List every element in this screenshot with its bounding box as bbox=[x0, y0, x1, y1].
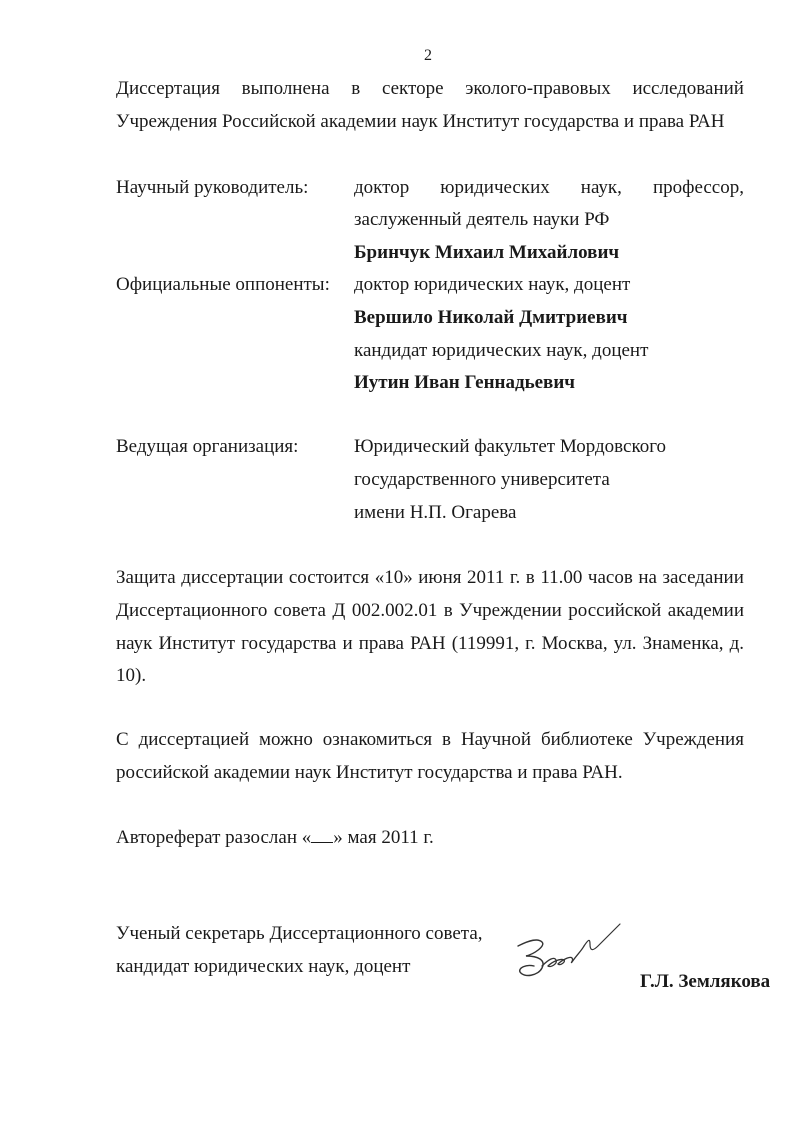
defense-word: Институт bbox=[158, 633, 236, 654]
defense-word: заседании bbox=[662, 567, 744, 588]
defense-word: состоится bbox=[288, 567, 370, 588]
library-line-1 bbox=[116, 730, 744, 749]
defense-word: Учреждении bbox=[459, 600, 562, 621]
library-word: С bbox=[116, 729, 129, 750]
supervisor-title-word: доктор bbox=[354, 177, 410, 198]
signature-image bbox=[512, 916, 622, 988]
library-word: Научной bbox=[460, 729, 532, 750]
supervisor-title-line-1 bbox=[354, 178, 744, 197]
intro-word: выполнена bbox=[241, 78, 330, 99]
lead-org-line-1: Юридический факультет Мордовского bbox=[354, 436, 667, 457]
mailing-suffix: » мая 2011 г. bbox=[333, 827, 434, 848]
supervisor-title-line-2: заслуженный деятель науки РФ bbox=[354, 209, 610, 230]
page-number: 2 bbox=[424, 47, 432, 64]
defense-word: и bbox=[342, 633, 353, 654]
defense-word: Д bbox=[332, 600, 346, 621]
defense-line-1 bbox=[116, 568, 744, 587]
library-word: можно bbox=[259, 729, 313, 750]
defense-word: Защита bbox=[116, 567, 176, 588]
defense-word: часов bbox=[587, 567, 633, 588]
defense-line-3 bbox=[116, 634, 744, 653]
supervisor-label: Научный руководитель: bbox=[116, 177, 309, 198]
library-word: библиотеке bbox=[540, 729, 633, 750]
intro-word: исследований bbox=[632, 78, 744, 99]
library-word: диссертацией bbox=[138, 729, 250, 750]
library-word: Учреждения bbox=[642, 729, 744, 750]
defense-word: государства bbox=[241, 633, 337, 654]
defense-word: «10» bbox=[374, 567, 413, 588]
defense-word: г. bbox=[525, 633, 536, 654]
opponent-2-title: кандидат юридических наук, доцент bbox=[354, 340, 649, 361]
defense-word: Москва, bbox=[541, 633, 608, 654]
defense-word: на bbox=[638, 567, 657, 588]
intro-line-1 bbox=[116, 79, 744, 98]
lead-org-label: Ведущая организация: bbox=[116, 436, 299, 457]
defense-word: права bbox=[358, 633, 404, 654]
mailing-date-blank bbox=[311, 827, 333, 843]
defense-word: Знаменка, bbox=[642, 633, 724, 654]
defense-word: г. bbox=[509, 567, 521, 588]
defense-word: 2011 bbox=[467, 567, 505, 588]
defense-word: в bbox=[443, 600, 453, 621]
supervisor-title-word: наук, bbox=[580, 177, 622, 198]
defense-word: 11.00 bbox=[540, 567, 583, 588]
defense-word: в bbox=[525, 567, 535, 588]
defense-word: 002.002.01 bbox=[351, 600, 438, 621]
intro-word: секторе bbox=[381, 78, 444, 99]
defense-word: диссертации bbox=[181, 567, 284, 588]
opponent-1-title: доктор юридических наук, доцент bbox=[354, 274, 631, 295]
intro-word: в bbox=[351, 78, 361, 99]
opponents-label: Официальные оппоненты: bbox=[116, 274, 330, 295]
intro-word: эколого-правовых bbox=[465, 78, 611, 99]
library-word: ознакомиться bbox=[322, 729, 433, 750]
defense-line-4: 10). bbox=[116, 665, 147, 686]
defense-word: академии bbox=[667, 600, 744, 621]
lead-org-line-3: имени Н.П. Огарева bbox=[354, 502, 517, 523]
defense-line-2 bbox=[116, 601, 744, 620]
defense-word: д. bbox=[729, 633, 744, 654]
intro-line-2: Учреждения Российской академии наук Институт государства и права РАН bbox=[116, 111, 725, 132]
defense-word: Диссертационного bbox=[116, 600, 268, 621]
secretary-name: Г.Л. Землякова bbox=[640, 971, 771, 992]
defense-word: июня bbox=[418, 567, 462, 588]
defense-word: наук bbox=[116, 633, 153, 654]
opponent-1-name: Вершило Николай Дмитриевич bbox=[354, 307, 628, 328]
defense-word: РАН bbox=[410, 633, 446, 654]
mailing-prefix: Автореферат разослан « bbox=[116, 827, 312, 848]
library-word: в bbox=[442, 729, 452, 750]
secretary-line-1: Ученый секретарь Диссертационного совета, bbox=[116, 923, 483, 944]
mailing-line bbox=[116, 827, 434, 847]
defense-word: (119991, bbox=[451, 633, 520, 654]
library-line-2: российской академии наук Институт государства и права РАН. bbox=[116, 762, 623, 783]
lead-org-line-2: государственного университета bbox=[354, 469, 610, 490]
opponent-2-name: Иутин Иван Геннадьевич bbox=[354, 372, 575, 393]
defense-word: совета bbox=[273, 600, 326, 621]
defense-word: ул. bbox=[613, 633, 637, 654]
intro-word: Диссертация bbox=[116, 78, 220, 99]
supervisor-name: Бринчук Михаил Михайлович bbox=[354, 242, 620, 263]
defense-word: российской bbox=[568, 600, 662, 621]
supervisor-title-word: профессор, bbox=[652, 177, 744, 198]
secretary-line-2: кандидат юридических наук, доцент bbox=[116, 956, 411, 977]
supervisor-title-word: юридических bbox=[440, 177, 550, 198]
